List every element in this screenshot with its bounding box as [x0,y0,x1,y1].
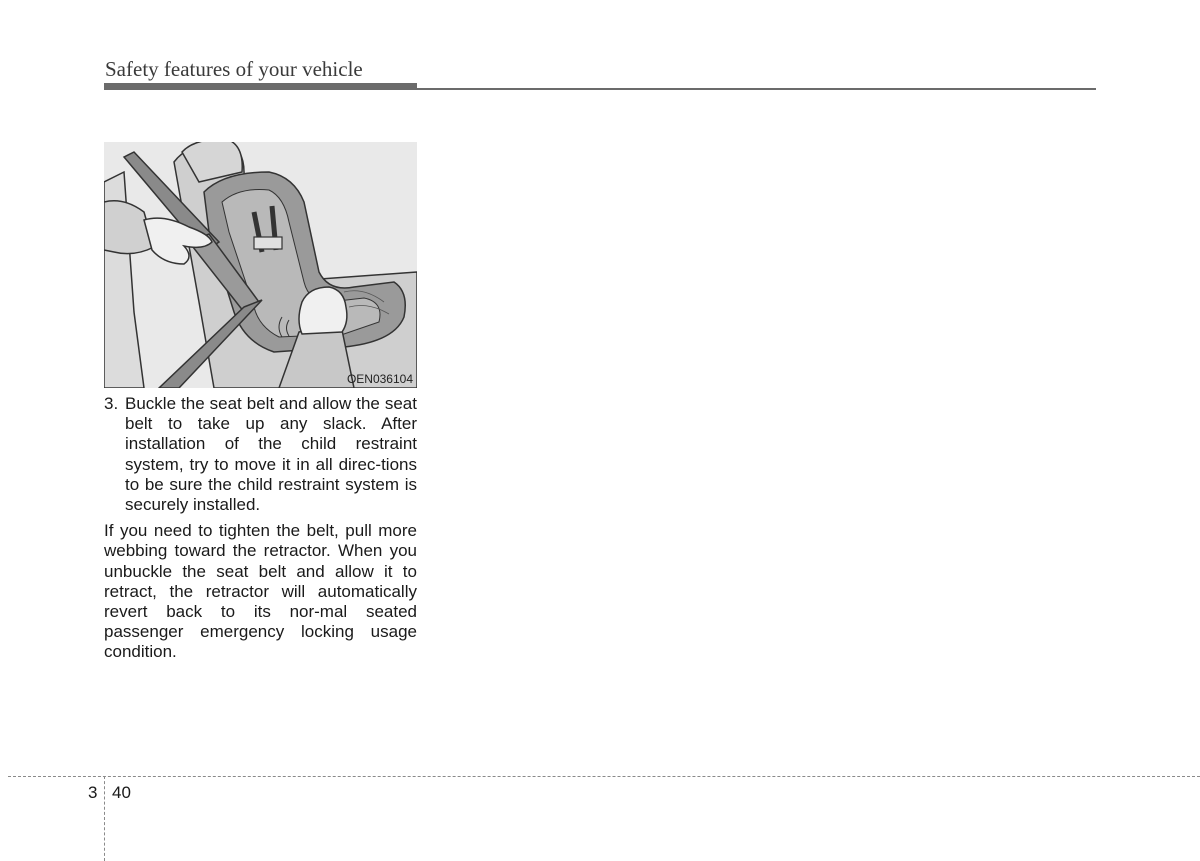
section-title: Safety features of your vehicle [105,57,363,81]
footer-dashed-rule [8,776,1200,777]
header-rule-thick [104,83,417,90]
page-number: 40 [112,783,131,802]
child-seat-belt-illustration-icon [104,142,417,388]
figure-code: OEN036104 [346,372,413,386]
footer-vertical-dashed-rule [104,776,105,861]
chapter-number: 3 [88,783,98,802]
header-rule-thin [417,88,1096,90]
step-3 [104,394,417,515]
paragraph: If you need to tighten the belt, pull more webbing toward the retractor. When you unbuckle the seat belt and allow it to retract, the retractor will automatically revert back to its nor-mal seated passenger emergency locking usage condition. [104,521,417,662]
child-seat-illustration [104,142,417,388]
step-text: Buckle the seat belt and allow the seat belt to take up any slack. After installation of the child restraint system, try to move it in all direc-tions to be sure the child restraint system is securely installed. [125,394,417,515]
body-text [104,394,417,663]
step-number: 3. [104,394,119,413]
